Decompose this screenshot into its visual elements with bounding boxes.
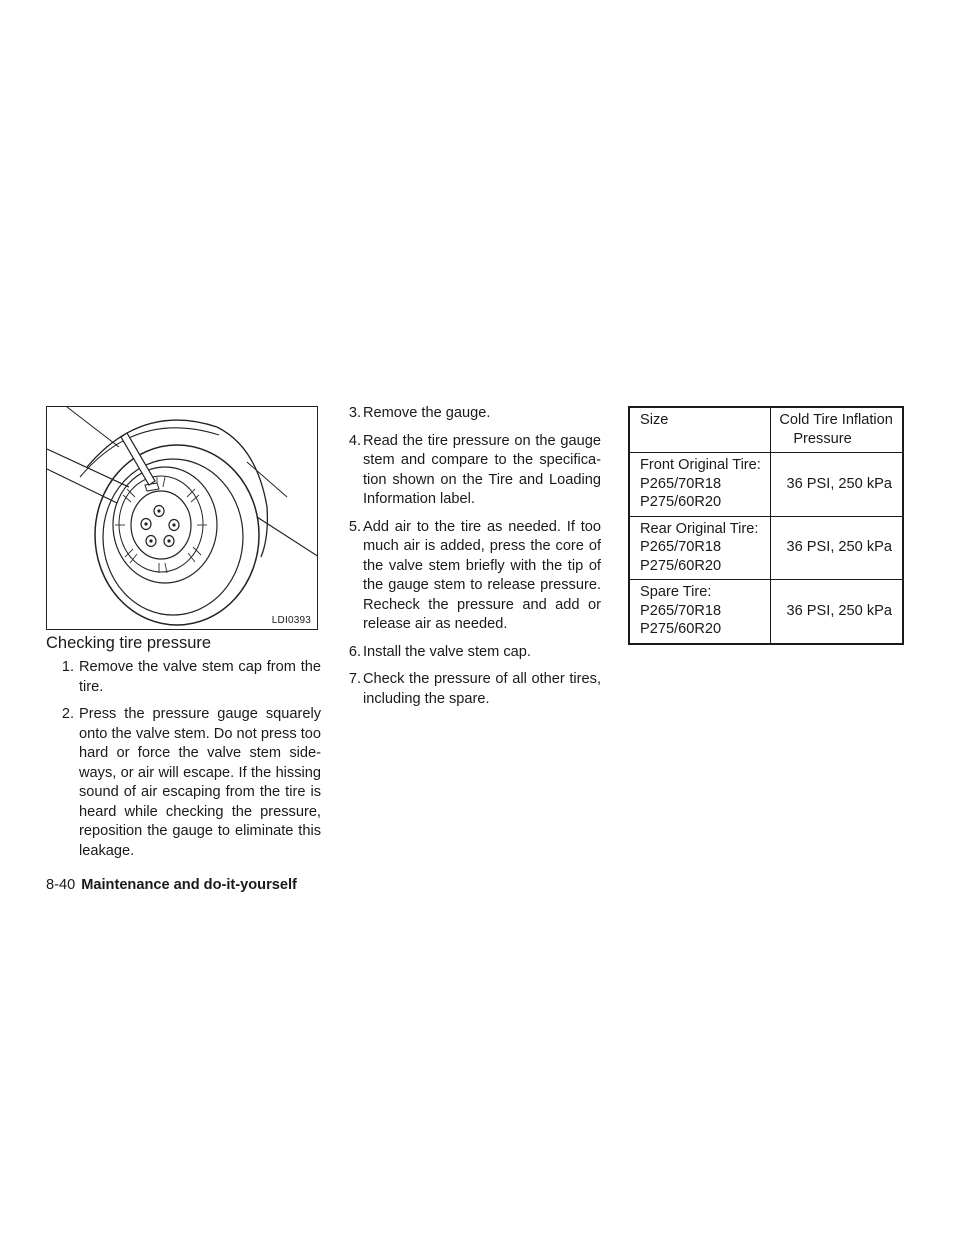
page-number: 8-40 (46, 877, 76, 893)
table-row (629, 516, 903, 580)
header-size: Size (629, 407, 771, 453)
step-text: Remove the valve stem cap from the tire. (79, 659, 321, 695)
list-item (339, 643, 601, 663)
tire-size-1: P265/70R18 (640, 602, 722, 619)
step-number: 1. (61, 659, 74, 675)
list-item (46, 705, 321, 861)
step-number: 2. (61, 706, 74, 722)
step-text: Read the tire pressure on the gauge stem and compare to the specifica- tion shown on the Tire and Loading Information label. (363, 432, 601, 507)
tire-size-1: P265/70R18 (640, 475, 722, 492)
tire-gauge-drawing (47, 407, 318, 630)
tire-label: Rear Original Tire: (640, 520, 759, 537)
tire-pressure-table (628, 406, 904, 645)
figure-code: LDI0393 (271, 615, 311, 626)
tire-label: Front Original Tire: (640, 457, 761, 473)
table-header-row (629, 407, 903, 453)
table-row (629, 580, 903, 644)
tire-size-2: P275/60R20 (640, 621, 722, 637)
step-text: Install the valve stem cap. (363, 643, 531, 660)
tire-size-2: P275/60R20 (640, 494, 722, 510)
tire-size-cell (629, 580, 771, 644)
tire-label: Spare Tire: (640, 584, 712, 600)
step-number: 7. (348, 671, 361, 687)
section-heading: Checking tire pressure (46, 634, 212, 652)
step-number: 3. (348, 405, 361, 421)
list-item (339, 432, 601, 510)
header-pressure-line2: Pressure (793, 430, 852, 447)
pressure-cell: 36 PSI, 250 kPa (771, 453, 903, 517)
page-footer (46, 877, 297, 893)
section-title: Maintenance and do-it-yourself (81, 877, 297, 893)
step-text: Press the pressure gauge squarely onto the valve stem. Do not press too hard or force the valve stem side- ways, or air will escape. If the hissing sound of air escaping from the tire is heard while checking the pressure, reposition the gauge to eliminate this leakage. (79, 706, 321, 859)
list-item (46, 658, 321, 697)
tire-size-cell (629, 516, 771, 580)
pressure-cell: 36 PSI, 250 kPa (771, 580, 903, 644)
tire-size-2: P275/60R20 (640, 557, 722, 574)
list-item (339, 404, 601, 424)
tire-size-cell (629, 453, 771, 517)
steps-column-1 (46, 658, 321, 869)
step-text: Remove the gauge. (363, 405, 491, 421)
header-pressure-line1: Cold Tire Inflation (779, 412, 893, 428)
list-item (339, 518, 601, 635)
step-number: 5. (348, 518, 361, 535)
tire-pressure-illustration (46, 406, 318, 630)
pressure-cell: 36 PSI, 250 kPa (771, 516, 903, 580)
step-number: 6. (348, 643, 361, 660)
step-number: 4. (348, 432, 361, 449)
step-text: Add air to the tire as needed. If too much air is added, press the core of the valve stem briefly with the tip of the gauge stem to release pressure. Recheck the pressure and add or release air as needed. (363, 518, 601, 632)
step-text: Check the pressure of all other tires, including the spare. (363, 671, 601, 707)
header-pressure (771, 407, 903, 453)
list-item (339, 670, 601, 709)
table-row (629, 453, 903, 517)
steps-column-2 (339, 404, 601, 717)
tire-size-1: P265/70R18 (640, 539, 722, 555)
